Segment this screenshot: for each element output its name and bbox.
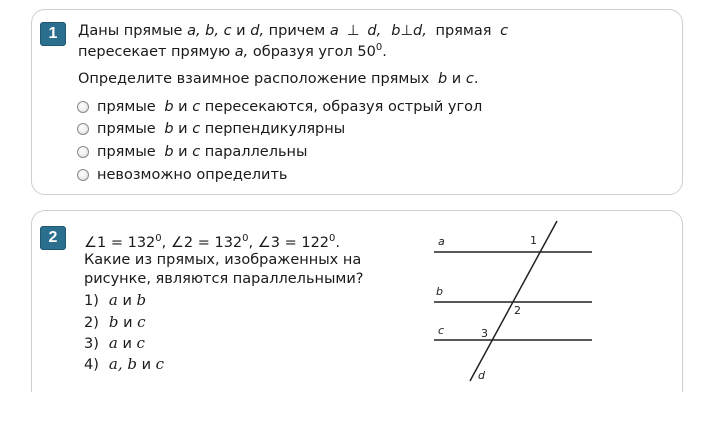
line-label-c: c [438,324,445,337]
perpendicular-symbol: ⊥ [400,23,414,39]
answer-choice: 3) a и c [84,334,145,352]
question-1-prompt: Определите взаимное расположение прямых b и c. [78,71,479,87]
angle-label-2: 2 [514,304,521,317]
answer-option[interactable]: невозможно определить [77,166,287,184]
answer-option[interactable]: прямые b и c параллельны [77,143,307,161]
answer-option[interactable]: прямые b и c пересекаются, образуя острый угол [77,98,482,116]
perpendicular-symbol: ⊥ [346,23,360,39]
radio-button[interactable] [77,101,89,113]
question-1-line-2: пересекает прямую a, образуя угол $50^0$. [78,42,387,60]
question-number-badge: 2 [40,226,66,250]
line-d [470,221,557,381]
line-label-d: d [478,369,485,382]
answer-choice: 1) a и b [84,291,147,309]
question-1-line-1: Даны прямые a, b, c и d, причем a ⊥ d, b⊥d, прямая c [78,23,509,39]
radio-button[interactable] [77,169,89,181]
parallel-lines-figure [420,215,610,385]
line-label-b: b [436,285,443,298]
question-2-text-line: Какие из прямых, изображенных на [84,252,362,268]
radio-button[interactable] [77,146,89,158]
question-number-badge: 1 [40,22,66,46]
radio-button[interactable] [77,123,89,135]
angle-label-3: 3 [481,327,488,340]
line-label-a: a [438,235,445,248]
angle-values: ∠1 = $132^0$, ∠2 = $132^0$, ∠3 = $122^0$. [84,233,341,251]
answer-choice: 4) a, b и c [84,355,165,373]
answer-option[interactable]: прямые b и c перпендикулярны [77,120,345,138]
angle-label-1: 1 [530,234,537,247]
question-2-text-line: рисунке, являются параллельными? [84,271,364,287]
answer-choice: 2) b и c [84,313,146,331]
